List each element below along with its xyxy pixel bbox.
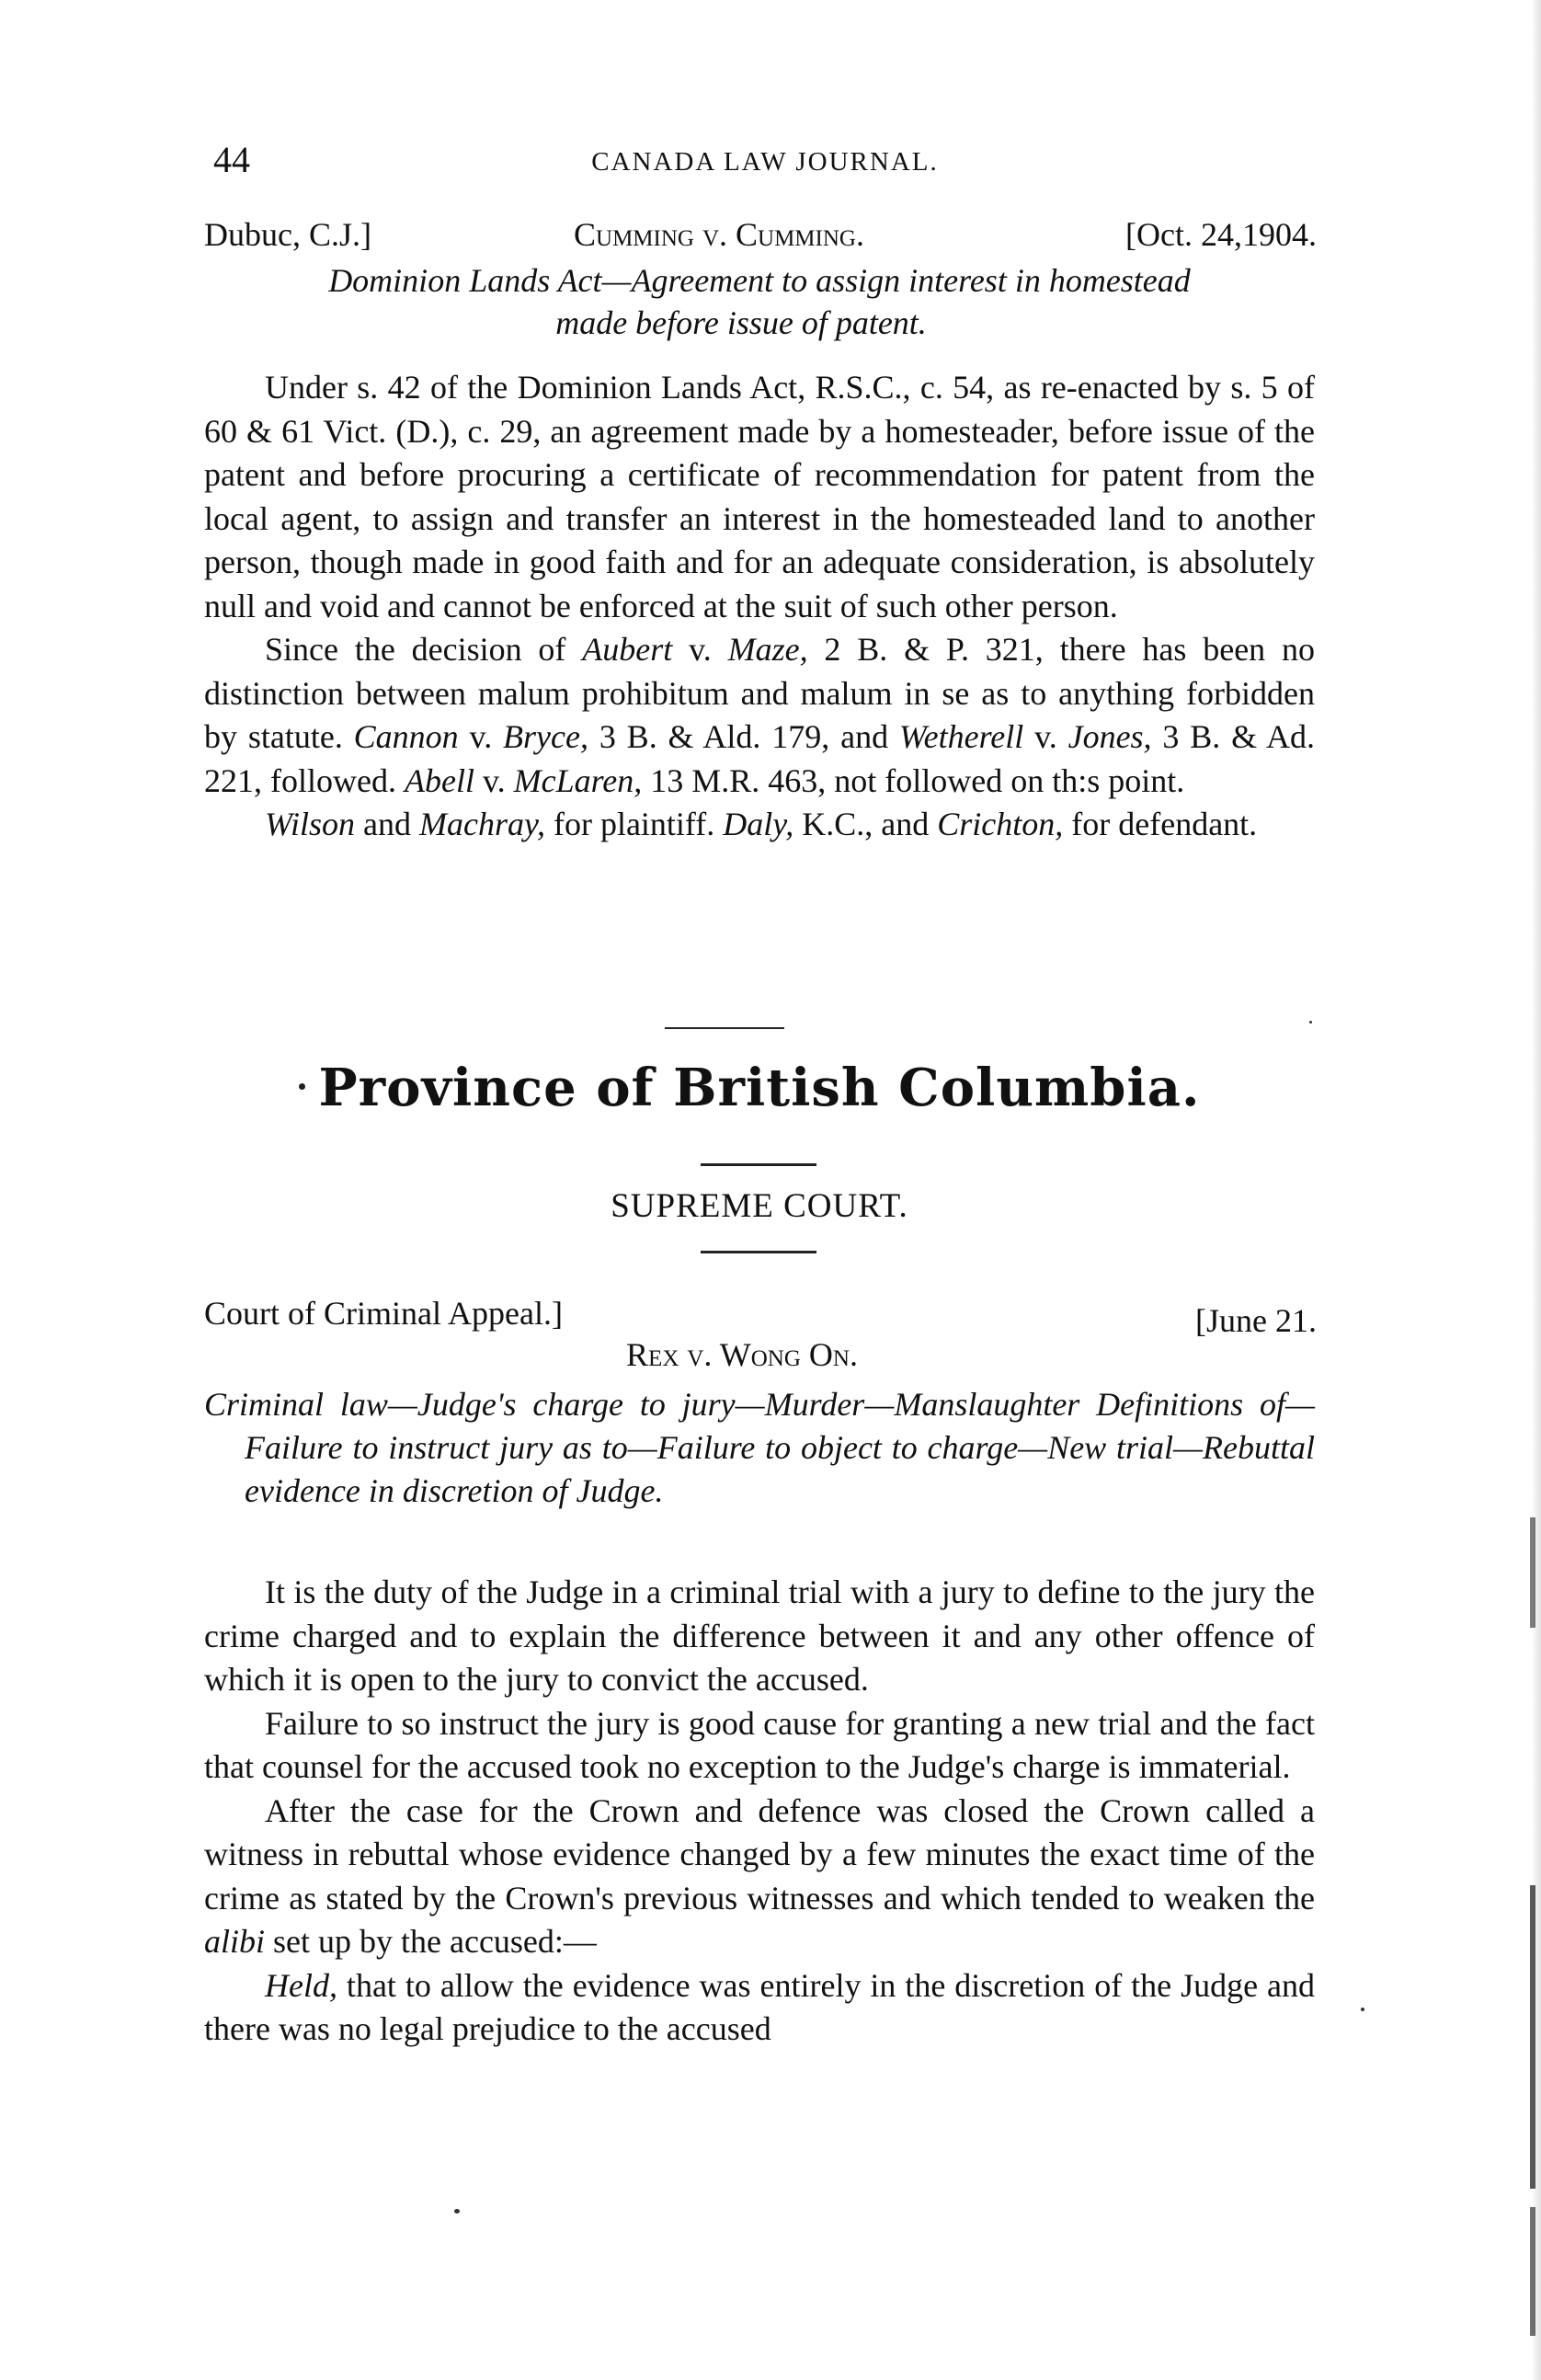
case-catchline-1 bbox=[204, 259, 1315, 344]
counsel-name: Machray, bbox=[419, 806, 545, 842]
case-name: McLaren, bbox=[513, 761, 643, 799]
text-run: set up by the accused:— bbox=[265, 1923, 597, 1960]
text-run: K.C., and bbox=[793, 806, 938, 842]
headnote-paragraph: Under s. 42 of the Dominion Lands Act, R.S.C., c. 54, as re-enacted by s. 5 of 60 & 61 Vict. (D.), c. 29, an agreement made by a homesteader, before issue of the patent and before procuring a certificate of recommendation for patent from the local agent, to assign and transfer an interest in the homesteaded land to another person, though made in good faith and for an adequate consideration, is absolutely null and void and cannot be enforced at the suit of such other person. bbox=[204, 369, 1315, 624]
text-run: v. bbox=[1023, 718, 1068, 755]
heading-rule-bottom bbox=[701, 1251, 816, 1253]
text-run: v. bbox=[672, 631, 728, 668]
province-heading: Province of British Columbia. bbox=[318, 1058, 1201, 1118]
case-name: Cannon bbox=[353, 718, 459, 755]
case-name: Aubert bbox=[582, 631, 673, 668]
case-parties: Rex v. Wong On. bbox=[626, 1336, 858, 1373]
counsel-paragraph bbox=[204, 803, 1315, 847]
precedent-paragraph bbox=[204, 628, 1315, 803]
scan-edge-mark bbox=[1530, 1885, 1535, 2189]
text-run: for plaintiff. bbox=[544, 806, 724, 842]
text-run: 2 B. & P. 321, there has been no distinction between malum prohibitum and malum in se as to anything forbidden by statute. bbox=[204, 631, 1316, 755]
scan-edge-mark bbox=[1530, 1517, 1535, 1628]
scan-speck bbox=[1309, 1021, 1312, 1024]
heading-rule-top bbox=[701, 1163, 816, 1166]
counsel-name: Crichton, bbox=[937, 806, 1064, 842]
text-run: 3 B. & Ad. 221, followed. bbox=[204, 718, 1315, 799]
case-body-2 bbox=[204, 1571, 1315, 2052]
catchline-line-1: Dominion Lands Act—Agreement to assign interest in homestead bbox=[328, 262, 1191, 299]
headnote-paragraph: It is the duty of the Judge in a criminal trial with a jury to define to the jury the crime charged and to explain the difference between it and any other offence of which it is open to the jury to convict the accused. bbox=[204, 1573, 1315, 1698]
court-name: Court of Criminal Appeal.] bbox=[204, 1295, 563, 1332]
text-run: that to allow the evidence was entirely in the discretion of the Judge and there was no legal prejudice to the accused bbox=[204, 1966, 1315, 2047]
scan-speck bbox=[1361, 2008, 1364, 2011]
case-name: Bryce, bbox=[503, 718, 588, 755]
case-catchline-2 bbox=[204, 1383, 1315, 1513]
case-date: [June 21. bbox=[1195, 1302, 1317, 1339]
headnote-paragraph: Failure to so instruct the jury is good cause for granting a new trial and the fact that counsel for the accused took no exception to the Judge's charge is immaterial. bbox=[204, 1704, 1315, 1785]
headnote-paragraph bbox=[204, 1790, 1315, 1964]
page-header bbox=[213, 138, 1317, 193]
page-number: 44 bbox=[213, 139, 250, 180]
scan-edge-mark bbox=[1530, 2207, 1535, 2336]
text-run: 3 B. & Ald. 179, and bbox=[588, 718, 899, 755]
catchline-text: Criminal law—Judge's charge to jury—Murder—Manslaughter Definitions of—Failure to instruct jury as to—Failure to object to charge—New trial—Rebuttal evidence in discretion of Judge. bbox=[204, 1386, 1315, 1509]
counsel-name: Daly, bbox=[723, 806, 794, 842]
text-run: Since the decision of bbox=[265, 631, 583, 668]
holding-paragraph bbox=[204, 1964, 1315, 2052]
case-date: [Oct. 24,1904. bbox=[1125, 216, 1317, 253]
case-name: Abell bbox=[404, 761, 474, 799]
scan-speck bbox=[454, 2209, 460, 2214]
court-heading: SUPREME COURT. bbox=[611, 1187, 908, 1225]
running-title: CANADA LAW JOURNAL. bbox=[591, 147, 939, 177]
text-run: for defendant. bbox=[1063, 806, 1258, 842]
text-run: and bbox=[355, 806, 419, 842]
case-body-1 bbox=[204, 366, 1315, 847]
text-run: After the case for the Crown and defence was closed the Crown called a witness in rebuttal whose evidence changed by a few minutes the exact time of the crime as stated by the Crown's previous witnesses and which tended to weaken the bbox=[204, 1791, 1315, 1917]
case-name: Jones, bbox=[1067, 718, 1152, 755]
text-run: v. bbox=[474, 761, 514, 799]
case-parties: Cumming v. Cumming. bbox=[574, 216, 864, 253]
case-name: Maze, bbox=[727, 631, 808, 668]
case-name: Wetherell bbox=[898, 718, 1024, 755]
section-divider bbox=[665, 1027, 784, 1029]
emphasis: Held, bbox=[265, 1966, 337, 2004]
counsel-name: Wilson bbox=[265, 806, 356, 842]
case-judge: Dubuc, C.J.] bbox=[204, 216, 371, 253]
emphasis: alibi bbox=[204, 1923, 266, 1960]
text-run: v. bbox=[458, 718, 504, 755]
catchline-line-2: made before issue of patent. bbox=[555, 304, 927, 341]
text-run: 13 M.R. 463, not followed on th:s point. bbox=[642, 761, 1185, 799]
